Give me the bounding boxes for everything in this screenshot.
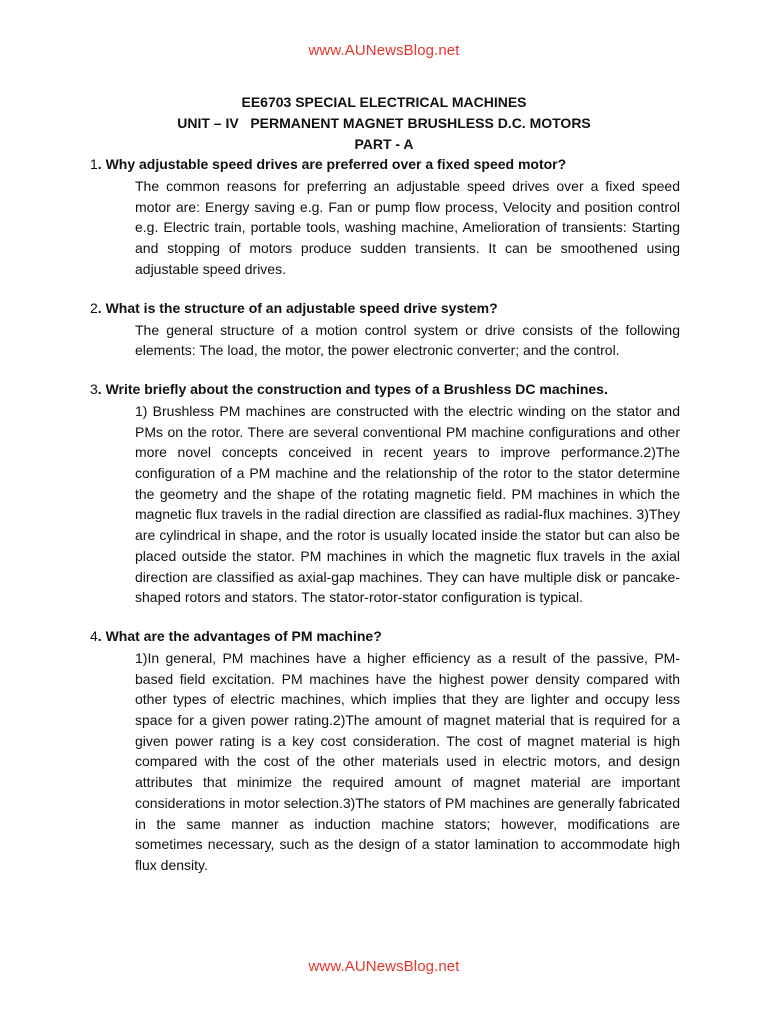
header-site-link[interactable]: www.AUNewsBlog.net — [308, 42, 460, 59]
question-label: . What are the advantages of PM machine? — [97, 627, 382, 644]
question-item — [90, 298, 680, 361]
question-text — [90, 626, 680, 646]
answer-text: 1) Brushless PM machines are constructed with the electric winding on the stator and PMs on the rotor. There are several conventional PM machine configurations and other more novel concepts conceived in recent years to improve performance.2)The configuration of a PM machine and the relationship of the rotor to the stator determine the geometry and the shape of the rotating magnetic field. PM machines in which the magnetic flux travels in the radial direction are classified as radial-flux machines. 3)They are cylindrical in shape, and the rotor is usually located inside the stator but can also be placed outside the stator. PM machines in which the magnetic flux travels in the axial direction are classified as axial-gap machines. They can have multiple disk or pancake-shaped rotors and stators. The stator-rotor-stator configuration is typical. — [135, 402, 680, 606]
question-label: . Why adjustable speed drives are preferred over a fixed speed motor? — [97, 156, 567, 172]
question-text — [90, 154, 680, 174]
question-item — [90, 626, 680, 876]
question-label: . Write briefly about the construction and types of a Brushless DC machines. — [97, 380, 608, 397]
question-item — [90, 379, 680, 608]
question-number: 3 — [90, 380, 98, 397]
question-item — [90, 154, 680, 280]
question-number: 4 — [90, 627, 98, 644]
part-title: PART - A — [354, 136, 414, 152]
footer-site-link[interactable]: www.AUNewsBlog.net — [308, 958, 460, 975]
course-title: EE6703 SPECIAL ELECTRICAL MACHINES — [241, 94, 527, 110]
question-number: 2 — [90, 299, 98, 316]
question-label: . What is the structure of an adjustable speed drive system? — [97, 299, 498, 316]
answer-text: The general structure of a motion control system or drive consists of the following elements: The load, the motor, the power electronic converter; and the control. — [135, 321, 680, 359]
answer-text: 1)In general, PM machines have a higher efficiency as a result of the passive, PM-based field excitation. PM machines have the highest power density compared with other types of electric machines, which implies that they are lighter and occupy less space for a given power rating.2)The amount of magnet material that is required for a given power rating is a key cost consideration. The cost of magnet material is high compared with the cost of the other materials used in electric motors, and design attributes that minimize the required amount of magnet material are important considerations in motor selection.3)The stators of PM machines are generally fabricated in the same manner as induction machine stators; however, modifications are sometimes necessary, such as the design of a stator lamination to accommodate high flux density. — [135, 649, 680, 873]
question-text — [90, 379, 680, 399]
unit-title: UNIT – IV PERMANENT MAGNET BRUSHLESS D.C. MOTORS — [177, 115, 591, 131]
question-text — [90, 298, 680, 318]
question-number: 1 — [90, 156, 98, 172]
document-title — [0, 92, 768, 155]
question-list — [90, 154, 680, 876]
answer-text: The common reasons for preferring an adjustable speed drives over a fixed speed motor are: Energy saving e.g. Fan or pump flow process, Velocity and position control e.g. Electric train, portable tools, washing machine, Amelioration of transients: Starting and stopping of motors produce sudden transients. It can be smoothened using adjustable speed drives. — [135, 178, 680, 277]
